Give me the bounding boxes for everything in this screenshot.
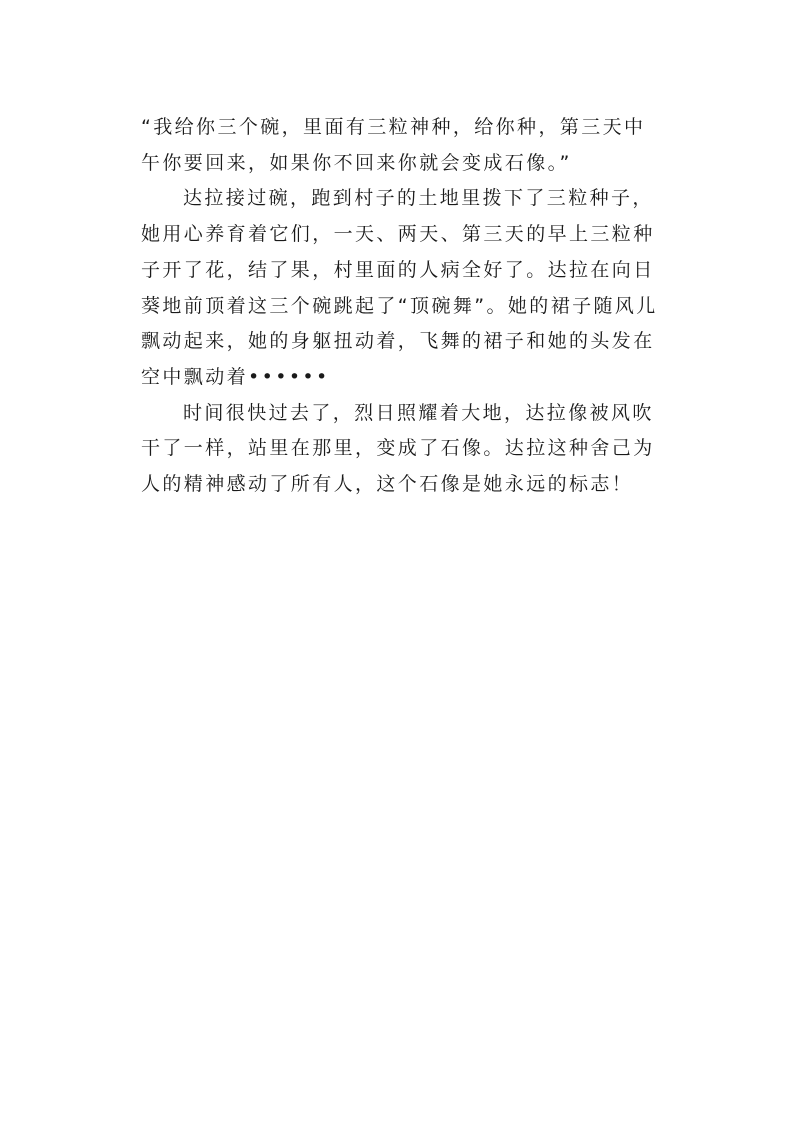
text-line: 干了一样，站里在那里，变成了石像。达拉这种舍己为 <box>141 437 655 460</box>
document-body <box>141 110 661 503</box>
text-line: 达拉接过碗，跑到村子的土地里拨下了三粒种子， <box>183 187 654 210</box>
text-line: “我给你三个碗，里面有三粒神种，给你种，第三天中 <box>141 116 646 138</box>
paragraph-1 <box>141 110 661 181</box>
text-line: 时间很快过去了，烈日照耀着大地，达拉像被风吹 <box>183 401 654 424</box>
text-line: 人的精神感动了所有人，这个石像是她永远的标志！ <box>141 473 634 496</box>
paragraph-2 <box>141 181 661 395</box>
text-line: 她用心养育着它们，一天、两天、第三天的早上三粒种 <box>141 223 655 246</box>
text-line: 子开了花，结了果，村里面的人病全好了。达拉在向日 <box>141 258 655 281</box>
paragraph-3 <box>141 396 661 503</box>
text-line: 飘动起来，她的身躯扭动着，飞舞的裙子和她的头发在 <box>141 330 655 353</box>
text-line: 午你要回来，如果你不回来你就会变成石像。” <box>141 151 572 174</box>
text-line: 空中飘动着•••••• <box>141 365 330 388</box>
text-line: 葵地前顶着这三个碗跳起了“顶碗舞”。她的裙子随风儿 <box>141 294 658 317</box>
